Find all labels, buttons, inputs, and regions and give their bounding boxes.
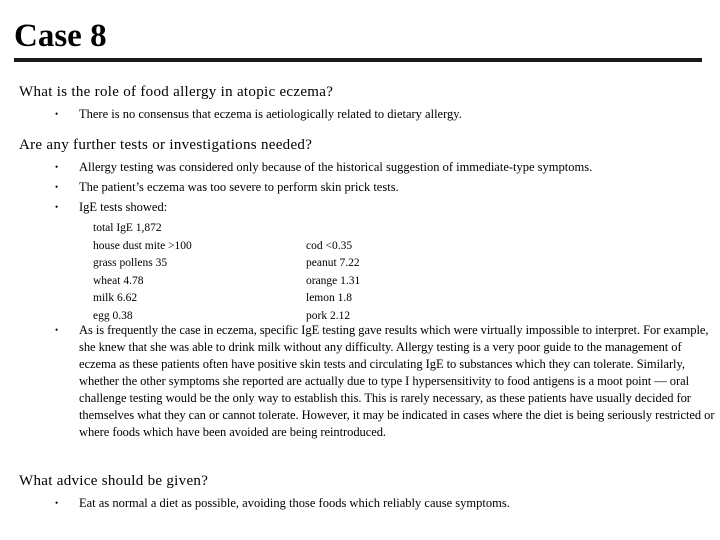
food-allergy-bullets	[55, 106, 462, 126]
further-tests-bullets	[55, 159, 592, 219]
bullet-item: • IgE tests showed:	[55, 199, 592, 215]
ige-value: milk 6.62	[93, 292, 138, 304]
bullet-item: • Eat as normal a diet as possible, avoiding those foods which reliably cause symptoms.	[55, 495, 510, 511]
ige-value: lemon 1.8	[306, 292, 352, 304]
ige-value: pork 2.12	[306, 309, 351, 322]
ige-total: total IgE 1,872	[93, 222, 162, 234]
interpretation-bullets	[55, 322, 720, 441]
ige-value: egg 0.38	[93, 309, 133, 322]
slide-title: Case 8	[14, 18, 107, 54]
bullet-item: • There is no consensus that eczema is aetiologically related to dietary allergy.	[55, 106, 462, 122]
ige-value: cod <0.35	[306, 239, 353, 252]
ige-value: grass pollens 35	[93, 257, 168, 269]
ige-value: peanut 7.22	[306, 257, 360, 269]
bullet-item: • Allergy testing was considered only because of the historical suggestion of immediate-type symptoms.	[55, 159, 592, 175]
advice-bullets	[55, 495, 510, 515]
section-heading-advice: What advice should be given?	[19, 473, 209, 489]
ige-value: wheat 4.78	[93, 274, 144, 287]
ige-value: house dust mite >100	[93, 239, 192, 252]
title-divider	[14, 58, 702, 62]
interpretation-paragraph: • As is frequently the case in eczema, specific IgE testing gave results which were virtually impossible to interpret. For example, she knew that she was able to drink milk without any difficulty. Allergy testing is a very poor guide to the management of eczema as these patients often have positive skin tests and circulating IgE to substances which they can tolerate. Similarly, whether the other symptoms she reported are actually due to type I hypersensitivity to food antigens is a moot point — oral challenge testing would be the only way to establish this. This is rarely necessary, as these patients have usually decided for themselves what they can or cannot tolerate. However, it may be indicated in cases where the diet is being seriously restricted or where foods which have been avoided are being reintroduced.	[55, 322, 720, 441]
bullet-item: • The patient’s eczema was too severe to perform skin prick tests.	[55, 179, 592, 195]
section-heading-food-allergy: What is the role of food allergy in atopic eczema?	[19, 84, 334, 100]
ige-value: orange 1.31	[306, 274, 361, 287]
section-heading-further-tests: Are any further tests or investigations needed?	[19, 137, 313, 153]
